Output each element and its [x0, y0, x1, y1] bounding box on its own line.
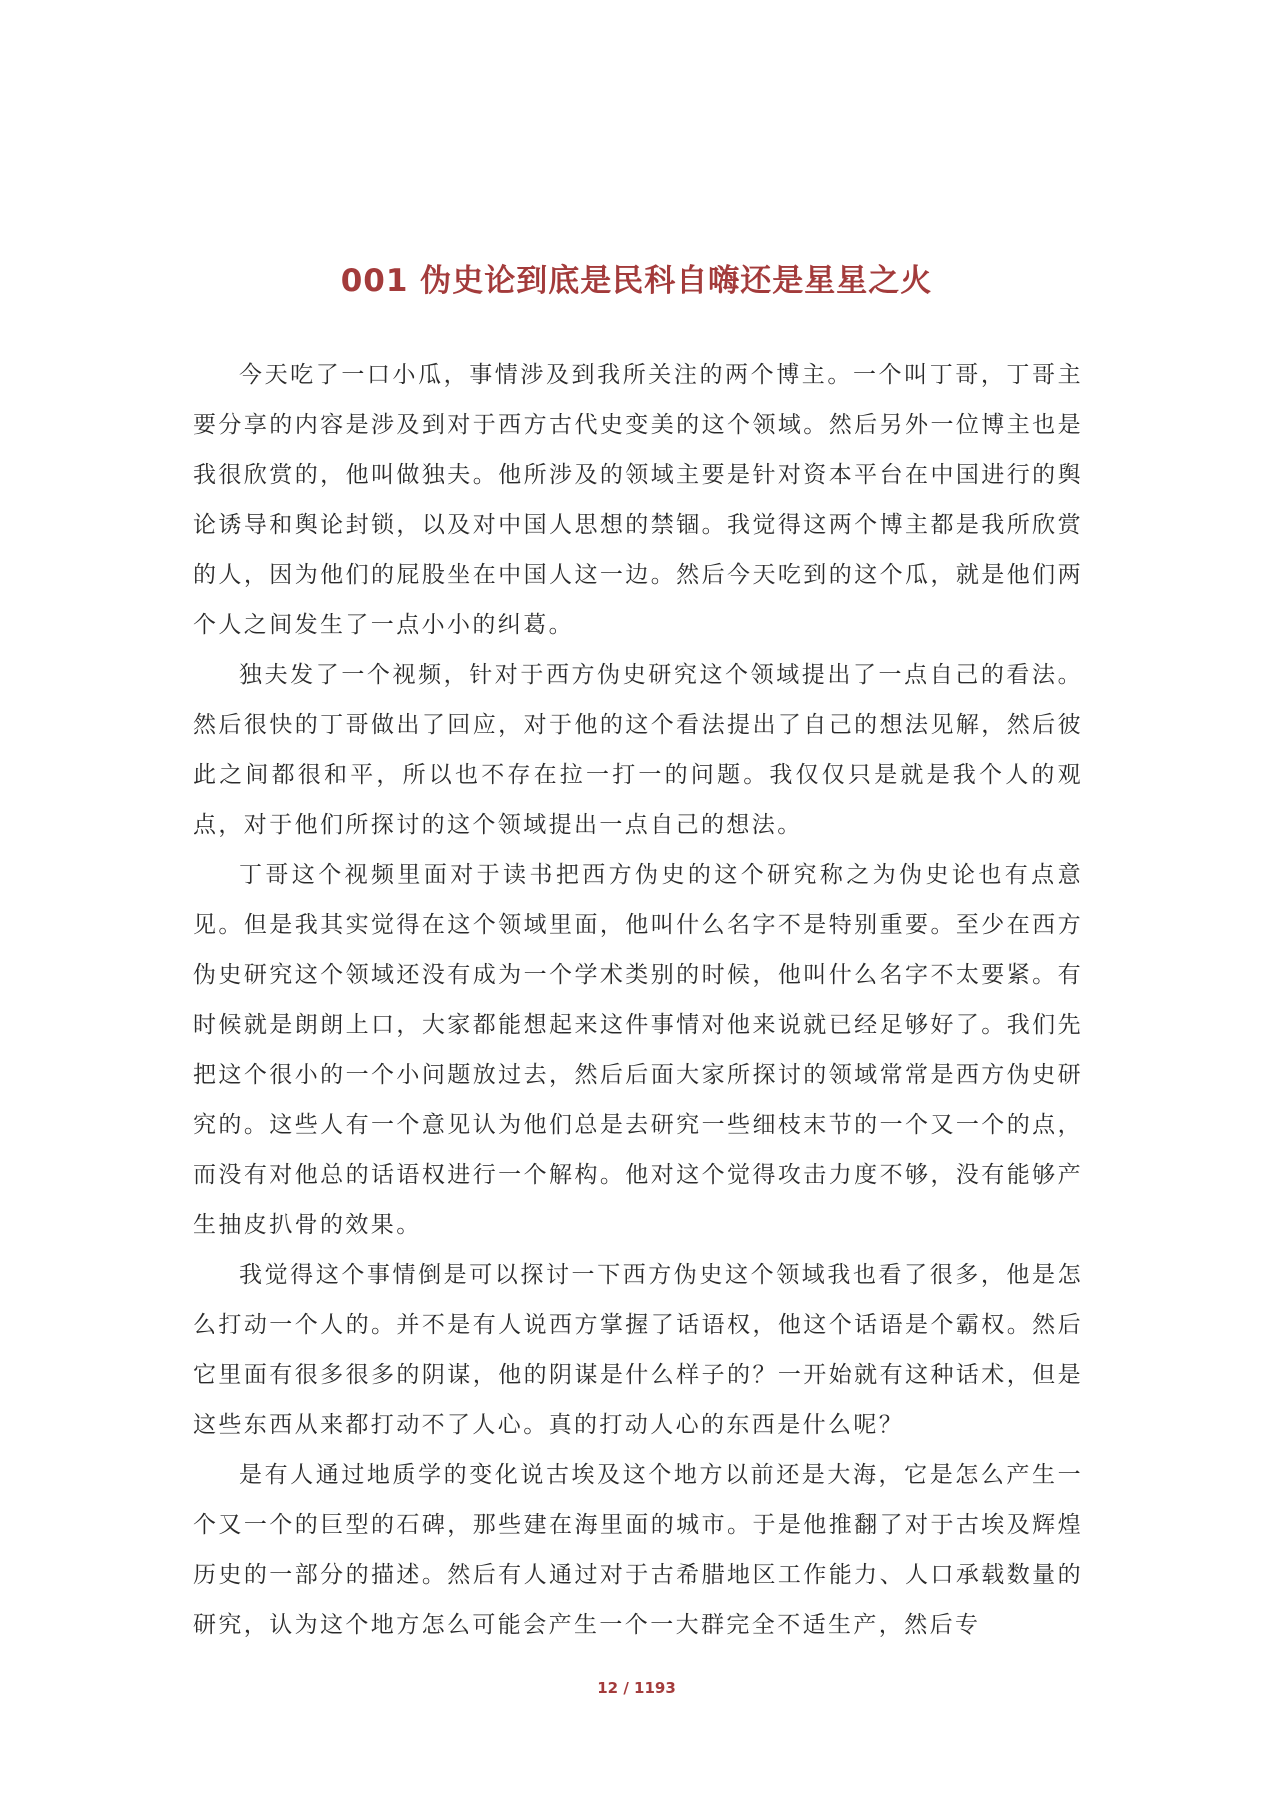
page-title: 001 伪史论到底是民科自嗨还是星星之火	[340, 263, 933, 299]
page-number: 12 / 1193	[597, 1679, 676, 1697]
paragraph-4: 我觉得这个事情倒是可以探讨一下西方伪史这个领域我也看了很多，他是怎么打动一个人的。并不是有人说西方掌握了话语权，他这个话语是个霸权。然后它里面有很多很多的阴谋，他的阴谋是什么样子的？一开始就有这种话术，但是这些东西从来都打动不了人心。真的打动人心的东西是什么呢？	[193, 1262, 1083, 1438]
paragraph-3: 丁哥这个视频里面对于读书把西方伪史的这个研究称之为伪史论也有点意见。但是我其实觉得在这个领域里面，他叫什么名字不是特别重要。至少在西方伪史研究这个领域还没有成为一个学术类别的时候，他叫什么名字不太要紧。有时候就是朗朗上口，大家都能想起来这件事情对他来说就已经足够好了。我们先把这个很小的一个小问题放过去，然后后面大家所探讨的领域常常是西方伪史研究的。这些人有一个意见认为他们总是去研究一些细枝末节的一个又一个的点，而没有对他总的话语权进行一个解构。他对这个觉得攻击力度不够，没有能够产生抽皮扒骨的效果。	[193, 862, 1083, 1238]
paragraph-1: 今天吃了一口小瓜，事情涉及到我所关注的两个博主。一个叫丁哥，丁哥主要分享的内容是涉及到对于西方古代史变美的这个领域。然后另外一位博主也是我很欣赏的，他叫做独夫。他所涉及的领域主要是针对资本平台在中国进行的舆论诱导和舆论封锁，以及对中国人思想的禁锢。我觉得这两个博主都是我所欣赏的人，因为他们的屁股坐在中国人这一边。然后今天吃到的这个瓜，就是他们两个人之间发生了一点小小的纠葛。	[193, 362, 1083, 638]
document-body	[193, 350, 1083, 1650]
paragraph-2: 独夫发了一个视频，针对于西方伪史研究这个领域提出了一点自己的看法。然后很快的丁哥做出了回应，对于他的这个看法提出了自己的想法见解，然后彼此之间都很和平，所以也不存在拉一打一的问题。我仅仅只是就是我个人的观点，对于他们所探讨的这个领域提出一点自己的想法。	[193, 662, 1083, 838]
paragraph-5: 是有人通过地质学的变化说古埃及这个地方以前还是大海，它是怎么产生一个又一个的巨型的石碑，那些建在海里面的城市。于是他推翻了对于古埃及辉煌历史的一部分的描述。然后有人通过对于古希腊地区工作能力、人口承载数量的研究，认为这个地方怎么可能会产生一个一大群完全不适生产，然后专	[193, 1462, 1083, 1638]
